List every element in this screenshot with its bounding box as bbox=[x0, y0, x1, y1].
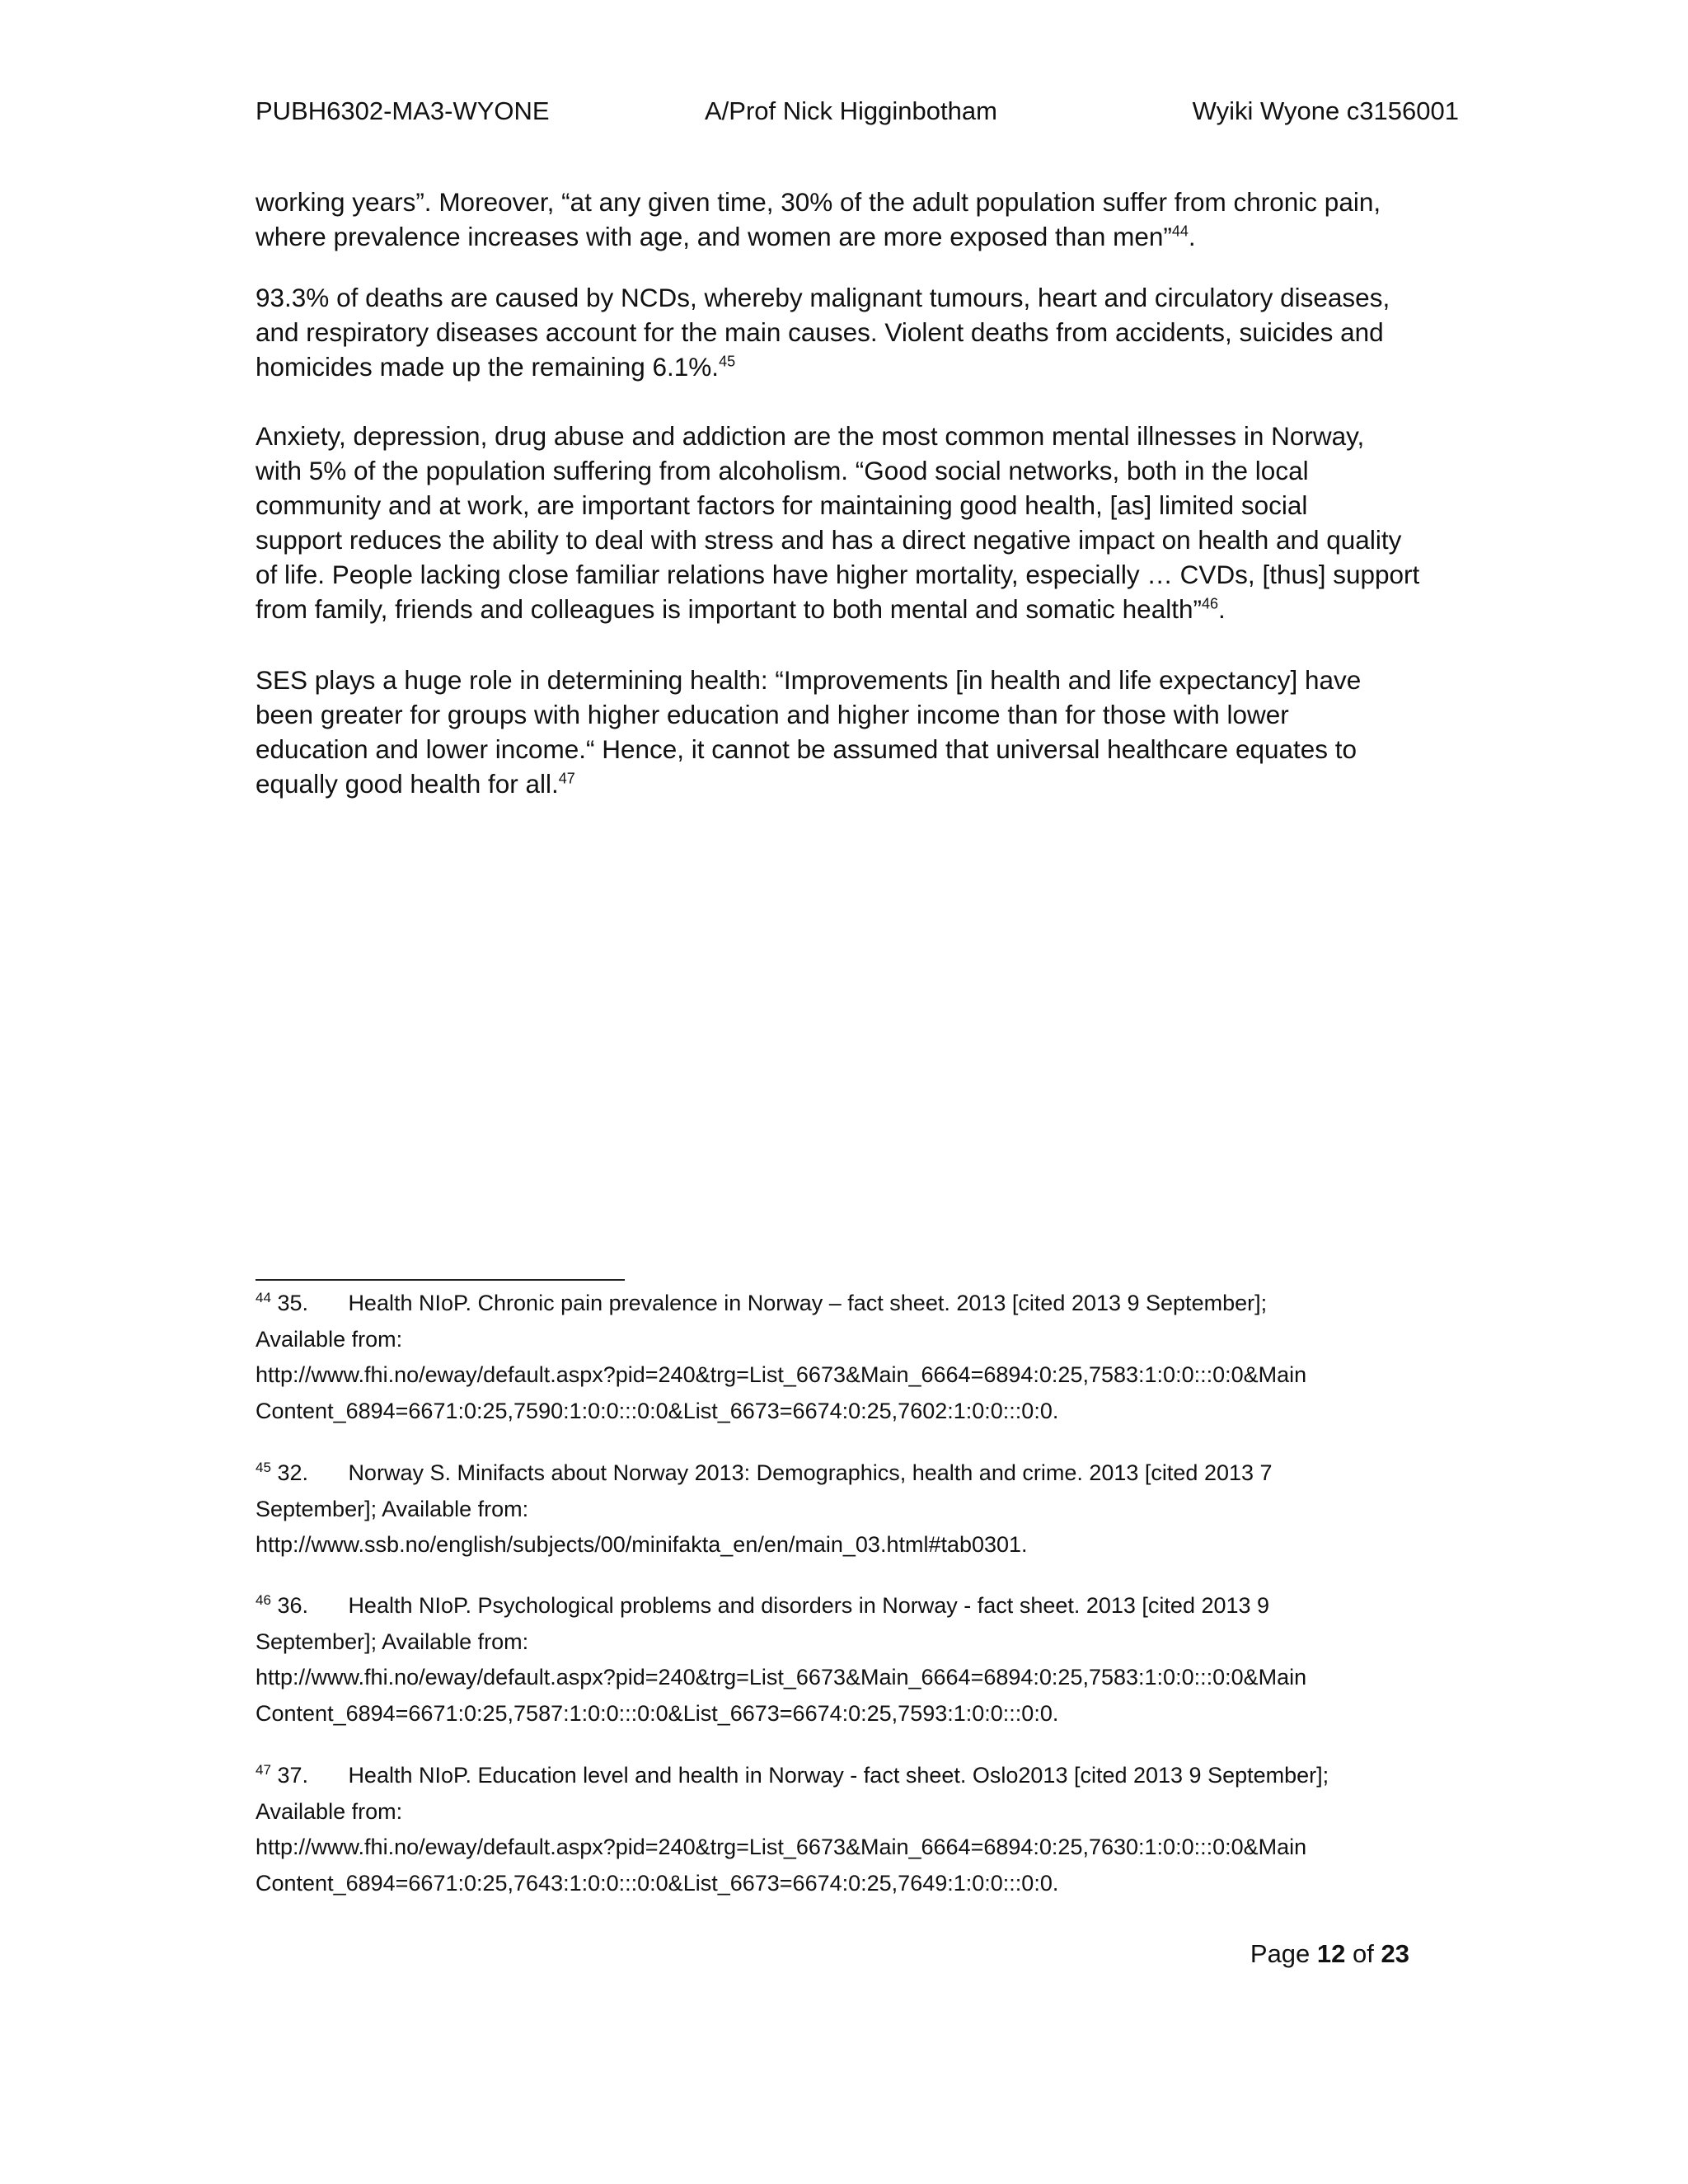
paragraph-line: SES plays a huge role in determining health: “Improvements [in health and life expectancy] have bbox=[256, 665, 1362, 695]
footnote-text: Health NIoP. Education level and health in Norway - fact sheet. Oslo2013 [cited 2013 9 September]; bbox=[348, 1763, 1329, 1788]
paragraph-line: and respiratory diseases account for the main causes. Violent deaths from accidents, suicides and bbox=[256, 317, 1384, 347]
paragraph-line: equally good health for all. bbox=[256, 769, 559, 799]
header-author: Wyiki Wyone c3156001 bbox=[1192, 96, 1459, 125]
footnote-text: September]; Available from: bbox=[256, 1629, 529, 1654]
footnote-text: Available from: bbox=[256, 1798, 403, 1824]
paragraph-line: support reduces the ability to deal with stress and has a direct negative impact on health and quality bbox=[256, 525, 1402, 555]
current-page: 12 bbox=[1316, 1939, 1346, 1968]
paragraph-line: with 5% of the population suffering from alcoholism. “Good social networks, both in the local bbox=[256, 456, 1309, 485]
footnote bbox=[256, 1588, 1426, 1732]
footnote-marker[interactable]: 46 bbox=[1201, 595, 1219, 612]
paragraph bbox=[256, 663, 1426, 801]
page-header bbox=[256, 92, 1459, 130]
reference-number: 32. bbox=[277, 1460, 308, 1485]
footnote-number: 45 bbox=[256, 1460, 271, 1475]
header-supervisor: A/Prof Nick Higginbotham bbox=[705, 96, 997, 125]
paragraph-line: community and at work, are important factors for maintaining good health, [as] limited social bbox=[256, 490, 1308, 520]
paragraph-line: 93.3% of deaths are caused by NCDs, whereby malignant tumours, heart and circulatory diseases, bbox=[256, 283, 1390, 312]
footnote-text: Norway S. Minifacts about Norway 2013: Demographics, health and crime. 2013 [cited 2013 7 bbox=[348, 1460, 1273, 1485]
footnote-text: September]; Available from: bbox=[256, 1496, 529, 1521]
footnote bbox=[256, 1286, 1426, 1429]
footnote-link[interactable]: http://www.fhi.no/eway/default.aspx?pid=240&trg=List_6673&Main_6664=6894:0:25,7583:1:0:0:::0:0&Main bbox=[256, 1665, 1307, 1690]
footnote-marker[interactable]: 44 bbox=[1171, 223, 1189, 240]
footnote-link[interactable]: http://www.fhi.no/eway/default.aspx?pid=240&trg=List_6673&Main_6664=6894:0:25,7583:1:0:0:::0:0&Main bbox=[256, 1362, 1307, 1387]
paragraph-line: where prevalence increases with age, and women are more exposed than men” bbox=[256, 222, 1172, 251]
paragraph bbox=[256, 280, 1426, 384]
paragraph-line: of life. People lacking close familiar relations have higher mortality, especially … CVDs, [thus] support bbox=[256, 560, 1420, 589]
reference-number: 37. bbox=[277, 1763, 308, 1788]
footnote-text: Health NIoP. Psychological problems and disorders in Norway - fact sheet. 2013 [cited 2013 9 bbox=[348, 1593, 1270, 1618]
total-pages: 23 bbox=[1381, 1939, 1409, 1968]
paragraph-line: education and lower income.“ Hence, it cannot be assumed that universal healthcare equates to bbox=[256, 734, 1357, 764]
footnote-marker[interactable]: 47 bbox=[558, 770, 575, 787]
footnote-link[interactable]: http://www.ssb.no/english/subjects/00/minifakta_en/en/main_03.html#tab0301. bbox=[256, 1532, 1028, 1557]
page-number: Page 12 of 23 bbox=[1250, 1939, 1409, 1968]
footnote-number: 44 bbox=[256, 1290, 271, 1305]
paragraph: Anxiety, depression, drug abuse and addiction are the most common mental illnesses in Norway, with 5% of the population suffering from alcoholism. “Good social networks, both in the local community and at work, are important factors for maintaining good health, [as] limited social support reduces the ability to deal with stress and has a direct negative impact on health and quality of life. People lacking close familiar relations have higher mortality, especially … CVDs, [thus] support from family, friends and colleagues is important to both mental and somatic health”$^{46}$. bbox=[256, 421, 1420, 624]
paragraph-line: homicides made up the remaining 6.1%. bbox=[256, 352, 720, 382]
footnote-text: Available from: bbox=[256, 1326, 403, 1352]
footnote-link[interactable]: Content_6894=6671:0:25,7587:1:0:0:::0:0&List_6673=6674:0:25,7593:1:0:0:::0:0. bbox=[256, 1700, 1059, 1726]
footnote-marker[interactable]: 45 bbox=[719, 353, 736, 370]
paragraph-line: from family, friends and colleagues is important to both mental and somatic health” bbox=[256, 594, 1202, 624]
paragraph-line: Anxiety, depression, drug abuse and addiction are the most common mental illnesses in Norway, bbox=[256, 421, 1365, 451]
footnote-number: 47 bbox=[256, 1762, 271, 1778]
header-course-code: PUBH6302-MA3-WYONE bbox=[256, 96, 550, 125]
footnote-text: Health NIoP. Chronic pain prevalence in Norway – fact sheet. 2013 [cited 2013 9 September]; bbox=[348, 1291, 1268, 1315]
footnote bbox=[256, 1455, 1426, 1563]
reference-number: 35. bbox=[277, 1291, 308, 1315]
paragraph-line: working years”. Moreover, “at any given time, 30% of the adult population suffer from chronic pain, bbox=[256, 187, 1381, 217]
paragraph-line: been greater for groups with higher education and higher income than for those with lower bbox=[256, 700, 1289, 729]
footnote-link[interactable]: http://www.fhi.no/eway/default.aspx?pid=240&trg=List_6673&Main_6664=6894:0:25,7630:1:0:0:::0:0&Main bbox=[256, 1835, 1307, 1859]
footnote-number: 46 bbox=[256, 1592, 271, 1608]
reference-number: 36. bbox=[277, 1593, 308, 1618]
footnote bbox=[256, 1758, 1426, 1901]
paragraph: working years”. Moreover, “at any given time, 30% of the adult population suffer from chronic pain, where prevalence increases with age, and women are more exposed than men”$^{44}$. bbox=[256, 187, 1381, 251]
footnote-link[interactable]: Content_6894=6671:0:25,7643:1:0:0:::0:0&List_6673=6674:0:25,7649:1:0:0:::0:0. bbox=[256, 1870, 1059, 1896]
footnote-link[interactable]: Content_6894=6671:0:25,7590:1:0:0:::0:0&List_6673=6674:0:25,7602:1:0:0:::0:0. bbox=[256, 1398, 1059, 1423]
footnote-separator bbox=[256, 1279, 625, 1281]
